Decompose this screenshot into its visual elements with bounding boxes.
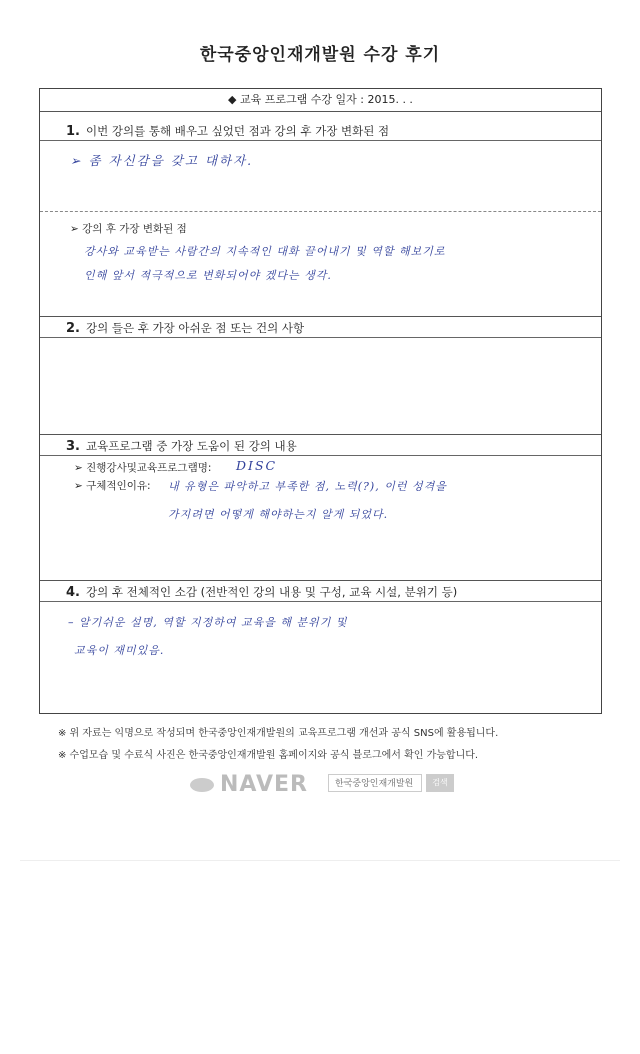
section-1b (40, 211, 601, 317)
section-title: 강의 들은 후 가장 아쉬운 점 또는 건의 사항 (85, 321, 305, 335)
sub-label: ➢ 강의 후 가장 변화된 점 (70, 223, 187, 235)
naver-search-button: 검색 (426, 774, 454, 792)
handwritten-answer: 내 유형은 파악하고 부족한 점, 노력(?), 이런 성격을 (168, 480, 447, 493)
section-2 (40, 316, 601, 435)
naver-globe-icon (190, 778, 214, 792)
footnote: ※ 위 자료는 익명으로 작성되며 한국중앙인재개발원의 교육프로그램 개선과 공식 SNS에 활용됩니다. (58, 728, 499, 739)
review-form (39, 88, 602, 714)
naver-search-banner (190, 770, 460, 800)
section-3 (40, 434, 601, 581)
section-2-heading (40, 316, 601, 338)
handwritten-answer: DISC (236, 458, 278, 473)
section-number: 2. (66, 321, 80, 336)
section-3-heading (40, 434, 601, 456)
section-title: 교육프로그램 중 가장 도움이 된 강의 내용 (85, 439, 297, 453)
section-4-heading (40, 580, 601, 602)
scan-artifact (20, 860, 620, 861)
section-1-heading (40, 119, 601, 141)
item-label: ➢ 구체적인이유: (74, 480, 151, 492)
section-number: 1. (66, 124, 80, 139)
naver-search-box: 한국중앙인재개발원 (328, 774, 422, 792)
naver-logo: NAVER (220, 772, 308, 797)
handwritten-answer: ➢ 좀 자신감을 갖고 대하자. (70, 153, 254, 168)
date-row: ◆ 교육 프로그램 수강 일자 : 2015. . . (40, 89, 601, 112)
handwritten-answer: 교육이 재미있음. (74, 644, 165, 657)
section-number: 4. (66, 585, 80, 600)
footnote: ※ 수업모습 및 수료식 사진은 한국중앙인재개발원 홈페이지와 공식 블로그에서 확인 가능합니다. (58, 750, 479, 761)
handwritten-answer: 강사와 교육받는 사람간의 지속적인 대화 끌어내기 및 역할 해보기로 (84, 245, 446, 258)
item-label: ➢ 진행강사및교육프로그램명: (74, 462, 212, 474)
section-number: 3. (66, 439, 80, 454)
handwritten-answer: 인해 앞서 적극적으로 변화되어야 겠다는 생각. (84, 269, 332, 282)
handwritten-answer: – 알기쉬운 설명, 역할 지정하여 교육을 해 분위기 및 (68, 616, 348, 629)
page-title: 한국중앙인재개발원 수강 후기 (199, 45, 441, 65)
section-title: 강의 후 전체적인 소감 (전반적인 강의 내용 및 구성, 교육 시설, 분위기 등) (85, 585, 458, 599)
section-4 (40, 580, 601, 713)
section-1 (40, 111, 601, 212)
handwritten-answer: 가지려면 어떻게 해야하는지 알게 되었다. (168, 508, 389, 521)
section-title: 이번 강의를 통해 배우고 싶었던 점과 강의 후 가장 변화된 점 (85, 124, 390, 138)
